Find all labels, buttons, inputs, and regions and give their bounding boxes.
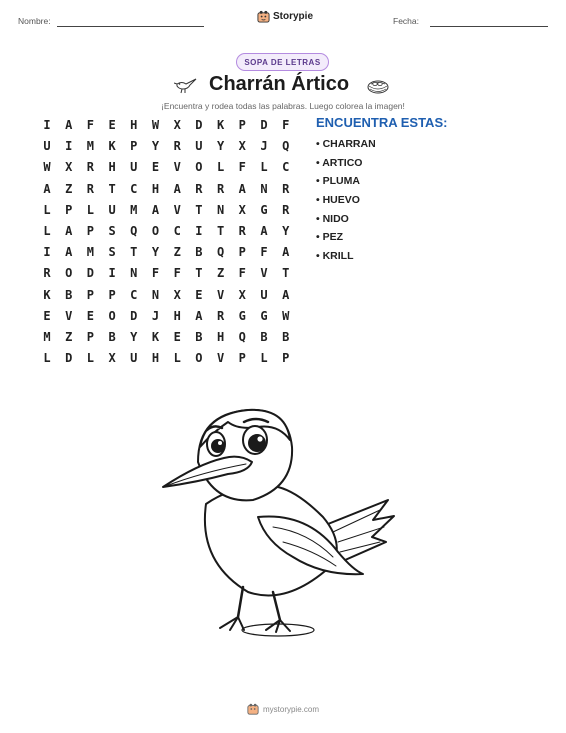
grid-letter[interactable]: E	[43, 308, 51, 323]
grid-letter[interactable]: B	[65, 287, 73, 302]
grid-letter[interactable]: U	[130, 351, 138, 366]
grid-letter[interactable]: A	[43, 181, 51, 196]
grid-letter[interactable]: Y	[151, 245, 160, 260]
footer	[0, 703, 566, 715]
grid-letter[interactable]: W	[43, 160, 51, 175]
grid-letter[interactable]: P	[86, 330, 94, 344]
nest-icon	[366, 77, 390, 95]
grid-letter[interactable]: U	[260, 287, 268, 302]
grid-letter[interactable]: F	[282, 118, 290, 132]
grid-letter[interactable]: T	[108, 181, 116, 196]
instructions: ¡Encuentra y rodea todas las palabras. Luego colorea la imagen!	[161, 101, 405, 111]
grid-letter[interactable]: I	[195, 224, 203, 238]
grid-letter[interactable]: W	[282, 308, 290, 323]
grid-letter[interactable]: O	[151, 224, 160, 238]
grid-letter[interactable]: M	[43, 330, 51, 344]
grid-letter[interactable]: Z	[216, 266, 225, 281]
grid-letter[interactable]: F	[173, 266, 181, 281]
grid-letter[interactable]: V	[260, 266, 268, 281]
grid-letter[interactable]: W	[151, 118, 160, 132]
grid-letter[interactable]: V	[173, 202, 181, 217]
grid-letter[interactable]: A	[282, 287, 290, 302]
grid-letter[interactable]: M	[86, 245, 94, 260]
word-item: • HUEVO	[316, 194, 360, 207]
grid-letter[interactable]: F	[151, 266, 160, 281]
grid-letter[interactable]: I	[43, 118, 51, 132]
grid-letter[interactable]: R	[216, 181, 225, 196]
grid-letter[interactable]: L	[43, 202, 51, 217]
grid-letter[interactable]: X	[238, 202, 246, 217]
grid-letter[interactable]: O	[108, 308, 116, 323]
grid-letter[interactable]: A	[151, 202, 160, 217]
grid-letter[interactable]: N	[130, 266, 138, 281]
grid-letter[interactable]: U	[195, 139, 203, 154]
grid-letter[interactable]: V	[65, 308, 73, 323]
grid-letter[interactable]: Q	[216, 245, 225, 260]
brand-name: Storypie	[273, 11, 314, 22]
grid-letter[interactable]: T	[195, 266, 203, 281]
grid-letter[interactable]: L	[260, 351, 268, 366]
grid-letter[interactable]: R	[238, 224, 246, 238]
grid-letter[interactable]: A	[65, 224, 73, 238]
grid-letter[interactable]: C	[173, 224, 181, 238]
grid-letter[interactable]: U	[108, 202, 116, 217]
grid-letter[interactable]: H	[173, 308, 181, 323]
word-item: • CHARRAN	[316, 138, 376, 150]
grid-letter[interactable]: P	[65, 202, 73, 217]
grid-letter[interactable]: A	[282, 245, 290, 260]
grid-letter[interactable]: E	[151, 160, 160, 175]
grid-letter[interactable]: K	[108, 139, 116, 154]
grid-letter[interactable]: H	[151, 351, 160, 366]
grid-letter[interactable]: E	[173, 330, 181, 344]
page-title: Charrán Ártico	[209, 73, 350, 95]
word-item: • KRILL	[316, 250, 354, 263]
grid-letter[interactable]: C	[282, 160, 290, 175]
grid-letter[interactable]: T	[216, 224, 225, 238]
grid-letter[interactable]: A	[65, 245, 73, 260]
grid-letter[interactable]: L	[43, 224, 51, 238]
grid-letter[interactable]: Y	[216, 139, 225, 154]
grid-letter[interactable]: N	[260, 181, 268, 196]
grid-letter[interactable]: Y	[151, 139, 160, 154]
grid-letter[interactable]: X	[238, 287, 246, 302]
grid-letter[interactable]: D	[130, 308, 138, 323]
grid-letter[interactable]: L	[86, 202, 94, 217]
grid-letter[interactable]: Q	[282, 139, 290, 154]
grid-letter[interactable]: A	[195, 308, 203, 323]
date-line[interactable]	[430, 26, 548, 27]
grid-letter[interactable]: E	[86, 308, 94, 323]
grid-letter[interactable]: R	[173, 139, 181, 154]
grid-letter[interactable]: X	[108, 351, 116, 366]
grid-letter[interactable]: B	[108, 330, 116, 344]
grid-letter[interactable]: X	[238, 139, 246, 154]
word-item: • PLUMA	[316, 175, 360, 188]
grid-letter[interactable]: C	[130, 181, 138, 196]
grid-letter[interactable]: T	[282, 266, 290, 281]
grid-letter[interactable]: P	[282, 351, 290, 366]
grid-letter[interactable]: D	[195, 118, 203, 132]
grid-letter[interactable]: X	[173, 118, 181, 132]
grid-letter[interactable]: L	[216, 160, 225, 175]
grid-letter[interactable]: A	[65, 118, 73, 132]
grid-letter[interactable]: Z	[173, 245, 181, 260]
grid-letter[interactable]: R	[86, 160, 94, 175]
grid-letter[interactable]: P	[238, 351, 246, 366]
grid-letter[interactable]: D	[86, 266, 94, 281]
grid-letter[interactable]: E	[108, 118, 116, 132]
grid-letter[interactable]: I	[43, 245, 51, 260]
grid-letter[interactable]: R	[282, 181, 290, 196]
grid-letter[interactable]: J	[260, 139, 268, 154]
grid-letter[interactable]: V	[216, 351, 225, 366]
bird-icon	[174, 75, 198, 95]
date-label: Fecha:	[393, 16, 419, 26]
grid-letter[interactable]: G	[260, 308, 268, 323]
grid-letter[interactable]: R	[216, 308, 225, 323]
grid-letter[interactable]: L	[260, 160, 268, 175]
grid-letter[interactable]: L	[173, 351, 181, 366]
brand	[257, 10, 313, 23]
grid-letter[interactable]: R	[86, 181, 94, 196]
grid-letter[interactable]: H	[151, 181, 160, 196]
grid-letter[interactable]: V	[173, 160, 181, 175]
grid-letter[interactable]: L	[43, 351, 51, 366]
grid-letter[interactable]: B	[260, 330, 268, 344]
grid-letter[interactable]: A	[173, 181, 181, 196]
grid-letter[interactable]: U	[130, 160, 138, 175]
grid-letter[interactable]: R	[43, 266, 51, 281]
grid-letter[interactable]: V	[216, 287, 225, 302]
grid-letter[interactable]: P	[238, 245, 246, 260]
grid-letter[interactable]: L	[86, 351, 94, 366]
grid-letter[interactable]: Q	[130, 224, 138, 238]
grid-letter[interactable]: J	[151, 308, 160, 323]
grid-letter[interactable]: N	[151, 287, 160, 302]
grid-letter[interactable]: I	[65, 139, 73, 154]
grid-letter[interactable]: F	[238, 160, 246, 175]
footer-url[interactable]: mystorypie.com	[262, 704, 319, 714]
grid-letter[interactable]: G	[238, 308, 246, 323]
grid-letter[interactable]: G	[260, 202, 268, 217]
grid-letter[interactable]: H	[108, 160, 116, 175]
word-list	[316, 115, 447, 269]
grid-letter[interactable]: O	[195, 160, 203, 175]
grid-letter[interactable]: S	[108, 224, 116, 238]
grid-letter[interactable]: P	[108, 287, 116, 302]
grid-letter[interactable]: F	[260, 245, 268, 260]
grid-letter[interactable]: Y	[130, 330, 138, 344]
grid-letter[interactable]: O	[195, 351, 203, 366]
grid-letter[interactable]: A	[238, 181, 246, 196]
grid-letter[interactable]: M	[130, 202, 138, 217]
grid-letter[interactable]: B	[282, 330, 290, 344]
grid-letter[interactable]: N	[216, 202, 225, 217]
word-item: • PEZ	[316, 231, 344, 244]
grid-letter[interactable]: Q	[238, 330, 246, 344]
grid-letter[interactable]: U	[43, 139, 51, 154]
grid-letter[interactable]: H	[216, 330, 225, 344]
grid-letter[interactable]: E	[195, 287, 203, 302]
grid-letter[interactable]: Z	[65, 181, 73, 196]
grid-letter[interactable]: D	[260, 118, 268, 132]
grid-letter[interactable]: H	[130, 118, 138, 132]
grid-letter[interactable]: D	[65, 351, 73, 366]
grid-letter[interactable]: F	[86, 118, 94, 132]
grid-letter[interactable]: R	[195, 181, 203, 196]
name-line[interactable]	[57, 26, 204, 27]
word-item: • ARTICO	[316, 156, 363, 169]
word-list-title: ENCUENTRA ESTAS:	[316, 115, 448, 130]
grid-letter[interactable]: B	[195, 245, 203, 260]
grid-letter[interactable]: R	[282, 202, 290, 217]
storypie-logo-icon	[257, 10, 270, 23]
grid-letter[interactable]: M	[86, 139, 94, 154]
grid-letter[interactable]: I	[108, 266, 116, 281]
grid-letter[interactable]: P	[86, 287, 94, 302]
grid-letter[interactable]: K	[151, 330, 160, 344]
grid-letter[interactable]: C	[130, 287, 138, 302]
grid-letter[interactable]: P	[86, 224, 94, 238]
grid-letter[interactable]: Z	[65, 330, 73, 344]
grid-letter[interactable]: Y	[282, 224, 290, 238]
grid-letter[interactable]: X	[65, 160, 73, 175]
grid-letter[interactable]: B	[195, 330, 203, 344]
grid-letter[interactable]: K	[216, 118, 225, 132]
grid-letter[interactable]: A	[260, 224, 268, 238]
grid-letter[interactable]: P	[238, 118, 246, 132]
grid-letter[interactable]: P	[130, 139, 138, 154]
word-item: • NIDO	[316, 212, 349, 225]
arctic-tern-coloring-drawing	[158, 392, 398, 642]
grid-letter[interactable]: T	[195, 202, 203, 217]
grid-letter[interactable]: F	[238, 266, 246, 281]
name-label: Nombre:	[18, 16, 51, 26]
grid-letter[interactable]: S	[108, 245, 116, 260]
grid-letter[interactable]: X	[173, 287, 181, 302]
grid-letter[interactable]: T	[130, 245, 138, 260]
activity-badge: SOPA DE LETRAS	[236, 53, 329, 71]
grid-letter[interactable]: K	[43, 287, 51, 302]
title-row	[0, 73, 566, 99]
grid-letter[interactable]: O	[65, 266, 73, 281]
storypie-logo-icon	[247, 703, 259, 715]
